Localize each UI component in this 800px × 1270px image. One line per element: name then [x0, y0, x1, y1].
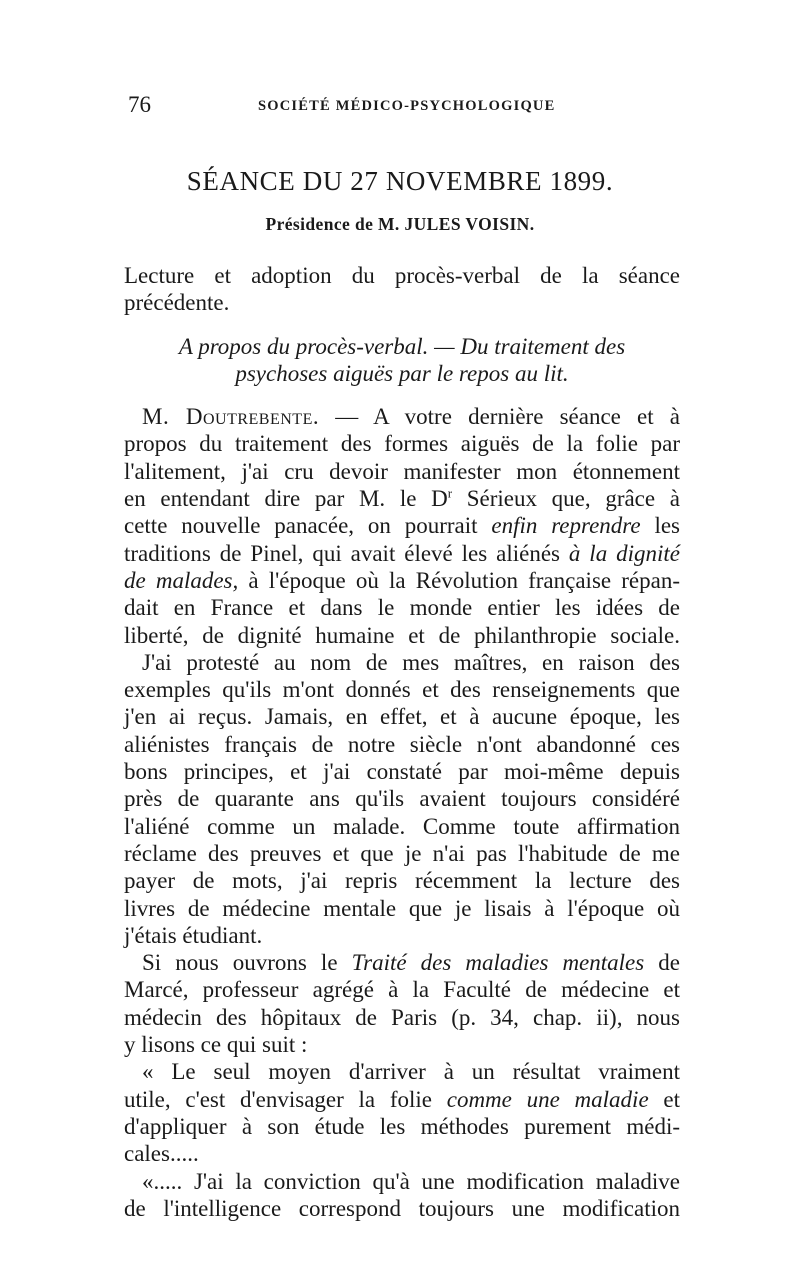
body-text — [124, 262, 680, 1222]
text-line: j'étais étudiant. — [124, 922, 263, 948]
text-line: Si nous ouvrons le Traité des maladies mentales de — [142, 950, 680, 976]
running-title: SOCIÉTÉ MÉDICO-PSYCHOLOGIQUE — [258, 98, 556, 114]
paragraph-4 — [124, 1058, 680, 1167]
text-line: de malades, à l'époque où la Révolution française répan- — [124, 567, 680, 593]
text-line: «..... J'ai la conviction qu'à une modification maladive — [142, 1168, 680, 1194]
text-line: psychoses aiguës par le repos au lit. — [235, 360, 569, 386]
text-line: cales..... — [124, 1141, 199, 1167]
text-line: M. Doutrebente. — A votre dernière séance et à — [142, 404, 680, 430]
text-line: liberté, de dignité humaine et de philanthropie sociale. — [124, 622, 680, 648]
text-line: réclame des preuves et que je n'ai pas l'habitude de me — [124, 840, 680, 866]
text-line: médecin des hôpitaux de Paris (p. 34, chap. ii), nous — [124, 1004, 680, 1030]
text-line: Marcé, professeur agrégé à la Faculté de médecine et — [124, 977, 680, 1003]
text-line: précédente. — [124, 290, 230, 316]
text-line: J'ai protesté au nom de mes maîtres, en raison des — [142, 649, 680, 675]
section-subtitle — [124, 333, 680, 388]
text-line: près de quarante ans qu'ils avaient toujours considéré — [124, 786, 680, 812]
text-line: A propos du procès-verbal. — Du traitement des — [178, 333, 626, 359]
text-line: de l'intelligence correspond toujours une modification — [124, 1195, 680, 1221]
text-line: traditions de Pinel, qui avait élevé les aliénés à la dignité — [124, 540, 680, 566]
text-line: payer de mots, j'ai repris récemment la lecture des — [124, 868, 680, 894]
running-head — [124, 92, 676, 124]
text-line: j'en ai reçus. Jamais, en effet, et à aucune époque, les — [124, 704, 680, 730]
text-line: dait en France et dans le monde entier les idées de — [124, 595, 680, 621]
session-title: SÉANCE DU 27 NOVEMBRE 1899. — [186, 166, 614, 196]
cited-title: Traité des maladies mentales — [351, 950, 645, 976]
text-line: aliénistes français de notre siècle n'ont abandonné ces — [124, 731, 680, 757]
text-line: bons principes, et j'ai constaté par moi-même depuis — [124, 759, 680, 785]
text-line: en entendant dire par M. le $D^r$ Sérieux que, grâce à — [124, 485, 680, 512]
paragraph-3 — [124, 949, 680, 1058]
text-line: livres de médecine mentale que je lisais à l'époque où — [124, 895, 680, 921]
speaker-name: M. Doutrebente. — [142, 404, 320, 430]
text-line: y lisons ce qui suit : — [124, 1032, 308, 1058]
text-line: exemples qu'ils m'ont donnés et des renseignements que — [124, 677, 680, 703]
text-line: « Le seul moyen d'arriver à un résultat vraiment — [142, 1059, 680, 1085]
presidency-line: Présidence de M. JULES VOISIN. — [265, 214, 535, 234]
text-line: Lecture et adoption du procès-verbal de la séance — [124, 263, 680, 288]
paragraph-5 — [124, 1168, 680, 1223]
text-line: utile, c'est d'envisager la folie comme une maladie et — [124, 1086, 680, 1112]
text-line: l'aliéné comme un malade. Comme toute affirmation — [124, 813, 680, 839]
text-line: d'appliquer à son étude les méthodes purement médi- — [124, 1113, 680, 1139]
paragraph-2 — [124, 649, 680, 949]
intro-paragraph — [124, 262, 680, 317]
text-line: l'alitement, j'ai cru devoir manifester mon étonnement — [124, 458, 680, 484]
text-line: propos du traitement des formes aiguës de la folie par — [124, 431, 680, 457]
page-number: 76 — [128, 92, 151, 117]
text-line: cette nouvelle panacée, on pourrait enfin reprendre les — [124, 513, 681, 539]
paragraph-1 — [124, 403, 680, 649]
